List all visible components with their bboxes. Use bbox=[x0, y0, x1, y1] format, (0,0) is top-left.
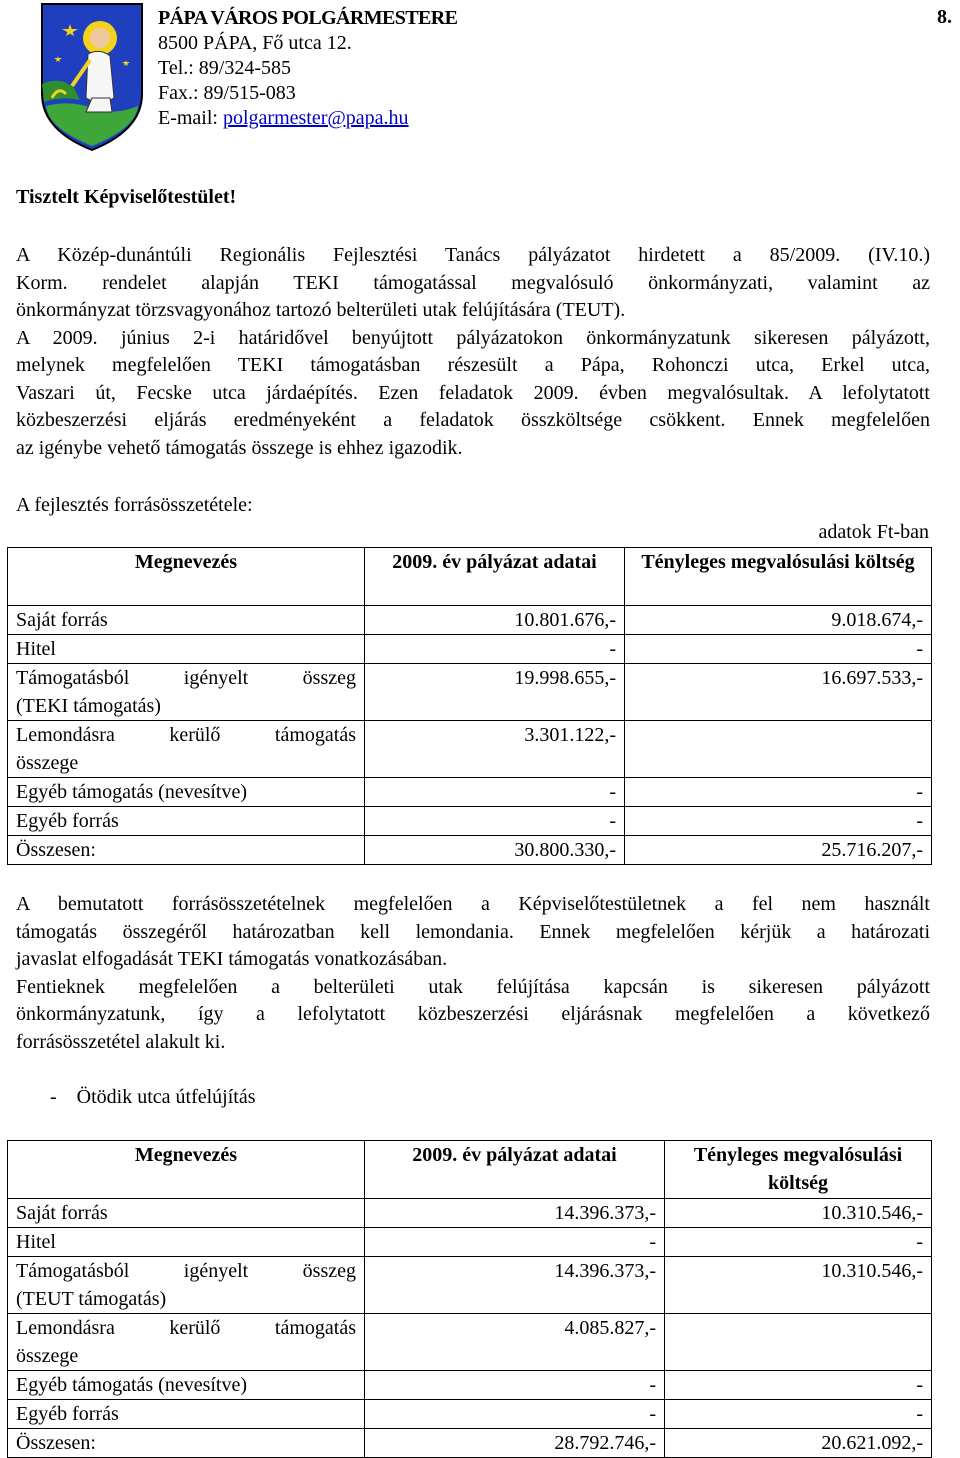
actual-value: - bbox=[625, 635, 932, 664]
plan-value: 10.801.676,- bbox=[365, 606, 625, 635]
plan-value: 28.792.746,- bbox=[365, 1429, 665, 1458]
actual-value: - bbox=[665, 1228, 932, 1257]
plan-value: 4.085.827,- bbox=[365, 1314, 665, 1371]
email-line bbox=[158, 106, 457, 131]
text-line: javaslat elfogadását TEKI támogatás vonatkozásában. bbox=[16, 948, 448, 970]
plan-value: - bbox=[365, 1400, 665, 1429]
row-label: Saját forrás bbox=[8, 1199, 365, 1228]
middle-paragraph bbox=[16, 891, 930, 1056]
intro-paragraph bbox=[16, 242, 930, 462]
table-row bbox=[8, 1257, 932, 1314]
table-header-row bbox=[8, 548, 932, 606]
text-line: A Közép-dunántúli Regionális Fejlesztési Tanács pályázatot hirdetett a 85/2009. (IV.10.) bbox=[16, 244, 930, 266]
actual-value bbox=[665, 1314, 932, 1371]
table-row bbox=[8, 1199, 932, 1228]
letterhead bbox=[158, 6, 457, 131]
actual-value bbox=[625, 721, 932, 778]
address: 8500 PÁPA, Fő utca 12. bbox=[158, 32, 352, 54]
plan-value: - bbox=[365, 635, 625, 664]
table-total-row bbox=[8, 1429, 932, 1458]
text-line: A 2009. június 2-i határidővel benyújtott pályázatokon önkormányzatunk sikeresen pályázott, bbox=[16, 326, 930, 349]
text-line: forrásösszetétel alakult ki. bbox=[16, 1030, 226, 1053]
column-header: Tényleges megvalósulási költség bbox=[665, 1141, 932, 1199]
plan-value: - bbox=[365, 778, 625, 807]
table-row bbox=[8, 1400, 932, 1429]
plan-value: 30.800.330,- bbox=[365, 836, 625, 865]
column-header: 2009. év pályázat adatai bbox=[365, 1141, 665, 1199]
row-label: Egyéb támogatás (nevesítve) bbox=[8, 1371, 365, 1400]
sources-table-2 bbox=[7, 1140, 932, 1458]
row-label bbox=[8, 1257, 365, 1314]
email-label: E-mail: bbox=[158, 107, 223, 129]
column-header: Megnevezés bbox=[8, 548, 365, 606]
row-label: Hitel bbox=[8, 635, 365, 664]
table-row bbox=[8, 635, 932, 664]
actual-value: 10.310.546,- bbox=[665, 1199, 932, 1228]
text-line: Fentieknek megfelelően a belterületi utak felújítása kapcsán is sikeresen pályázott bbox=[16, 975, 930, 998]
label-line: Lemondásra kerülő támogatás bbox=[16, 724, 356, 746]
table-row bbox=[8, 664, 932, 721]
table-row bbox=[8, 721, 932, 778]
text-line: támogatás összegéről határozatban kell lemondania. Ennek megfelelően kérjük a határozati bbox=[16, 920, 930, 943]
row-label bbox=[8, 1314, 365, 1371]
row-label: Hitel bbox=[8, 1228, 365, 1257]
column-header: Tényleges megvalósulási költség bbox=[625, 548, 932, 606]
plan-value: - bbox=[365, 807, 625, 836]
plan-value: - bbox=[365, 1371, 665, 1400]
text-line: Vaszari út, Fecske utca járdaépítés. Ezen feladatok 2009. évben megvalósultak. A lefolytatott bbox=[16, 381, 930, 404]
text-line: az igénybe vehető támogatás összege is ehhez igazodik. bbox=[16, 436, 463, 459]
label-line: összege bbox=[16, 752, 79, 774]
text-line: A bemutatott forrásösszetételnek megfelelően a Képviselőtestületnek a fel nem használt bbox=[16, 893, 930, 915]
page-number: 8. bbox=[937, 6, 952, 28]
text-line: önkormányzat törzsvagyonához tartozó belterületi utak felújítására (TEUT). bbox=[16, 299, 626, 321]
actual-value: - bbox=[665, 1400, 932, 1429]
label-line: (TEKI támogatás) bbox=[16, 695, 161, 717]
plan-value: 3.301.122,- bbox=[365, 721, 625, 778]
sources-table-1 bbox=[7, 547, 932, 865]
table-row bbox=[8, 1314, 932, 1371]
phone: Tel.: 89/324-585 bbox=[158, 57, 292, 79]
table-header-row bbox=[8, 1141, 932, 1199]
column-header: 2009. év pályázat adatai bbox=[365, 548, 625, 606]
row-label bbox=[8, 721, 365, 778]
row-label: Saját forrás bbox=[8, 606, 365, 635]
table-row bbox=[8, 606, 932, 635]
actual-value: 16.697.533,- bbox=[625, 664, 932, 721]
table-row bbox=[8, 1371, 932, 1400]
table-row bbox=[8, 1228, 932, 1257]
text-line: önkormányzatunk, így a lefolytatott közbeszerzési eljárásnak megfelelően a következő bbox=[16, 1003, 930, 1025]
fax: Fax.: 89/515-083 bbox=[158, 82, 296, 104]
label-line: Támogatásból igényelt összeg bbox=[16, 1260, 356, 1282]
table-row bbox=[8, 778, 932, 807]
organization-name: PÁPA VÁROS POLGÁRMESTERE bbox=[158, 7, 458, 29]
actual-value: - bbox=[625, 807, 932, 836]
list-item: - Ötödik utca útfelújítás bbox=[50, 1086, 256, 1108]
city-coat-of-arms bbox=[40, 2, 144, 152]
actual-value: 20.621.092,- bbox=[665, 1429, 932, 1458]
row-label: Összesen: bbox=[8, 1429, 365, 1458]
label-line: Lemondásra kerülő támogatás bbox=[16, 1317, 356, 1339]
actual-value: 10.310.546,- bbox=[665, 1257, 932, 1314]
column-header: Megnevezés bbox=[8, 1141, 365, 1199]
actual-value: 9.018.674,- bbox=[625, 606, 932, 635]
plan-value: - bbox=[365, 1228, 665, 1257]
row-label: Egyéb támogatás (nevesítve) bbox=[8, 778, 365, 807]
text-line: közbeszerzési eljárás eredményeként a feladatok összköltsége csökkent. Ennek megfelelően bbox=[16, 409, 930, 431]
label-line: (TEUT támogatás) bbox=[16, 1288, 167, 1310]
row-label: Összesen: bbox=[8, 836, 365, 865]
text-line: melynek megfelelően TEKI támogatásban részesült a Pápa, Rohonczi utca, Erkel utca, bbox=[16, 354, 930, 376]
actual-value: 25.716.207,- bbox=[625, 836, 932, 865]
actual-value: - bbox=[625, 778, 932, 807]
table-total-row bbox=[8, 836, 932, 865]
plan-value: 19.998.655,- bbox=[365, 664, 625, 721]
units-note: adatok Ft-ban bbox=[818, 521, 929, 543]
label-line: Támogatásból igényelt összeg bbox=[16, 667, 356, 689]
salutation: Tisztelt Képviselőtestület! bbox=[16, 186, 237, 208]
actual-value: - bbox=[665, 1371, 932, 1400]
row-label: Egyéb forrás bbox=[8, 807, 365, 836]
plan-value: 14.396.373,- bbox=[365, 1257, 665, 1314]
email-link[interactable]: polgarmester@papa.hu bbox=[222, 107, 409, 129]
row-label bbox=[8, 664, 365, 721]
row-label: Egyéb forrás bbox=[8, 1400, 365, 1429]
sources-heading: A fejlesztés forrásösszetétele: bbox=[16, 494, 253, 516]
text-line: Korm. rendelet alapján TEKI támogatással megvalósuló önkormányzati, valamint az bbox=[16, 271, 930, 294]
table-row bbox=[8, 807, 932, 836]
label-line: összege bbox=[16, 1345, 79, 1367]
plan-value: 14.396.373,- bbox=[365, 1199, 665, 1228]
